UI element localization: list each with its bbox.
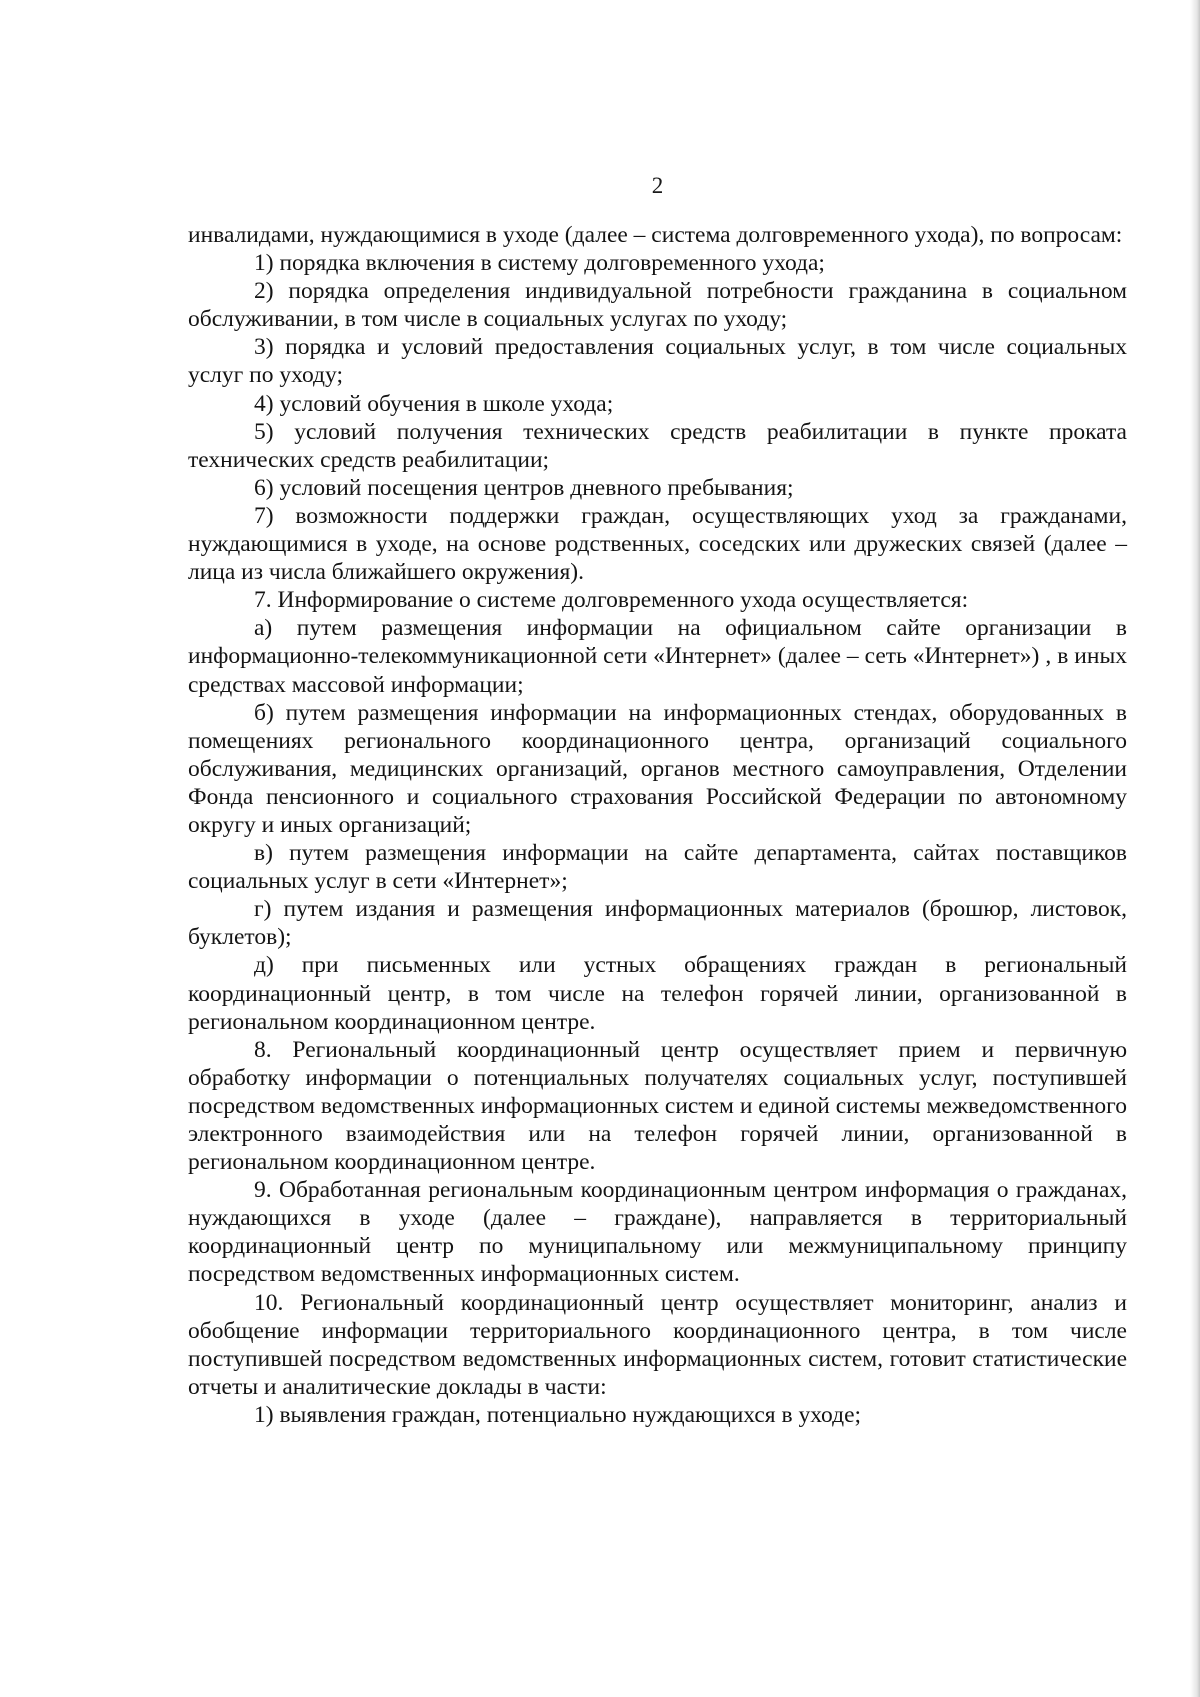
clause-9: 9. Обработанная региональным координационным центром информация о гражданах, нуждающихся в уходе (далее – граждане), направляется в территориальный координационный центр по муниципальному или межмуниципальному принципу посредством ведомственных информационных систем. <box>188 1177 1127 1288</box>
clause-7-g: г) путем издания и размещения информационных материалов (брошюр, листовок, буклетов); <box>188 896 1127 951</box>
page-edge-shadow <box>1190 0 1200 1697</box>
clause-10-item-1: 1) выявления граждан, потенциально нуждающихся в уходе; <box>254 1401 862 1428</box>
clause-7-b: б) путем размещения информации на информационных стендах, оборудованных в помещениях регионального координационного центра, организаций социального обслуживания, медицинских организаций, органов местного самоуправления, Отделении Фонда пенсионного и социального страхования Российской Федерации по автономному округу и иных организаций; <box>188 699 1127 838</box>
document-body <box>188 221 1127 1429</box>
page-number: 2 <box>651 173 664 198</box>
clause-7-d: д) при письменных или устных обращениях граждан в региональный координационный центр, в том числе на телефон горячей линии, организованной в региональном координационном центре. <box>188 952 1127 1035</box>
clause-7: 7. Информирование о системе долговременного ухода осуществляется: <box>254 587 969 614</box>
clause-10: 10. Региональный координационный центр осуществляет мониторинг, анализ и обобщение информации территориального координационного центра, в том числе поступившей посредством ведомственных информационных систем, готовит статистические отчеты и аналитические доклады в части: <box>188 1289 1127 1400</box>
clause-8: 8. Региональный координационный центр осуществляет прием и первичную обработку информации о потенциальных получателях социальных услуг, поступившей посредством ведомственных информационных систем и единой системы межведомственного электронного взаимодействия или на телефон горячей линии, организованной в региональном координационном центре. <box>188 1036 1127 1176</box>
clause-7-v: в) путем размещения информации на сайте департамента, сайтах поставщиков социальных услуг в сети «Интернет»; <box>188 840 1127 895</box>
list-item-1: 1) порядка включения в систему долговременного ухода; <box>254 250 825 277</box>
list-item-2: 2) порядка определения индивидуальной потребности гражданина в социальном обслуживании, в том числе в социальных услугах по уходу; <box>188 278 1127 333</box>
clause-7-a: а) путем размещения информации на официальном сайте организации в информационно-телекоммуникационной сети «Интернет» (далее – сеть «Интернет») , в иных средствах массовой информации; <box>188 615 1127 698</box>
list-item-5: 5) условий получения технических средств реабилитации в пункте проката технических средств реабилитации; <box>188 418 1127 473</box>
list-item-4: 4) условий обучения в школе ухода; <box>254 390 614 417</box>
list-item-3: 3) порядка и условий предоставления социальных услуг, в том числе социальных услуг по уходу; <box>188 334 1127 389</box>
paragraph-continuation: инвалидами, нуждающимися в уходе (далее – система долговременного ухода), по вопросам: <box>188 222 1123 248</box>
list-item-6: 6) условий посещения центров дневного пребывания; <box>254 474 794 501</box>
list-item-7: 7) возможности поддержки граждан, осуществляющих уход за гражданами, нуждающимися в уходе, на основе родственных, соседских или дружеских связей (далее – лица из числа ближайшего окружения). <box>188 502 1127 586</box>
